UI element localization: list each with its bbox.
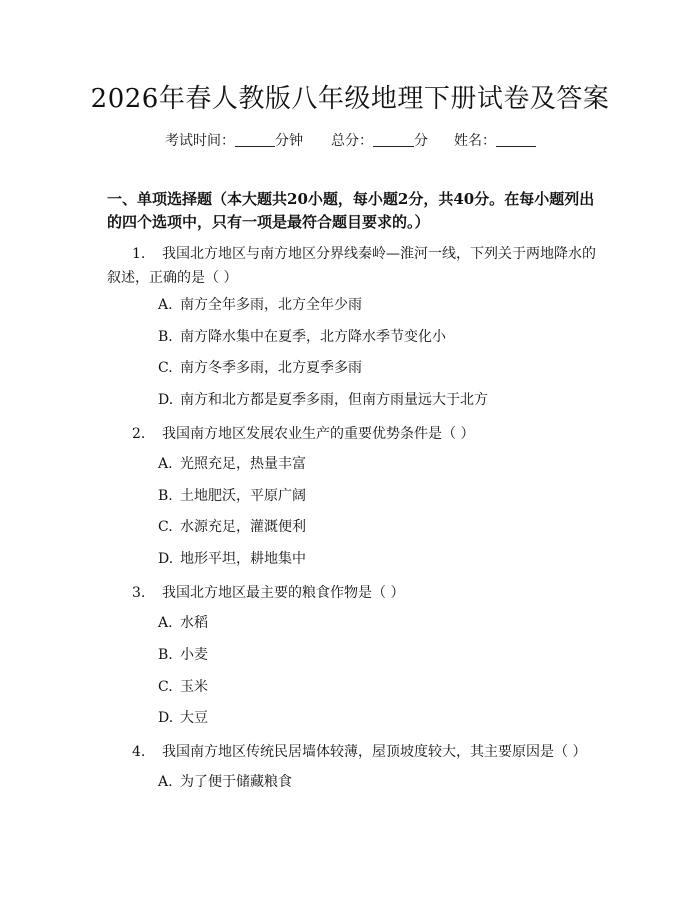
question-3-option-b <box>158 645 608 665</box>
question-1 <box>107 242 607 290</box>
question-2-option-a <box>158 454 608 474</box>
exam-time-label: 考试时间： <box>165 133 235 149</box>
option-label: A. <box>158 774 173 790</box>
option-text: 南方降水集中在夏季，北方降水季节变化小 <box>180 329 446 345</box>
option-label: A. <box>158 615 173 631</box>
option-label: B. <box>158 329 173 345</box>
question-2 <box>107 422 607 446</box>
option-text: 南方全年多雨，北方全年少雨 <box>180 297 362 313</box>
question-number: 2. <box>132 426 146 442</box>
question-stem-text: 我国南方地区传统民居墙体较薄，屋顶坡度较大，其主要原因是（ ） <box>162 744 587 760</box>
option-label: C. <box>158 679 173 695</box>
option-label: D. <box>158 710 174 726</box>
question-2-option-b <box>158 486 608 506</box>
question-stem-text: 我国北方地区与南方地区分界线秦岭—淮河一线，下列关于两地降水的叙述，正确的是（ ） <box>107 246 596 286</box>
question-3 <box>107 581 607 605</box>
option-label: D. <box>158 551 174 567</box>
question-number: 1. <box>132 246 146 262</box>
student-name-label: 姓名： <box>454 133 496 149</box>
question-number: 3. <box>132 585 146 601</box>
student-name-field <box>454 131 536 151</box>
question-1-option-c <box>158 358 608 378</box>
option-text: 光照充足，热量丰富 <box>180 456 306 472</box>
section-heading: 一、单项选择题（本大题共20小题，每小题2分，共40分。在每小题列出的四个选项中，只有一项是最符合题目要求的。） <box>107 190 595 231</box>
total-score-label: 总分： <box>331 133 373 149</box>
document-title: 2026年春人教版八年级地理下册试卷及答案 <box>90 84 610 114</box>
option-label: B. <box>158 488 173 504</box>
option-text: 地形平坦，耕地集中 <box>180 551 306 567</box>
question-3-option-a <box>158 613 608 633</box>
question-4 <box>107 740 607 764</box>
option-label: A. <box>158 456 173 472</box>
exam-info-row <box>0 131 700 151</box>
option-text: 小麦 <box>180 647 208 663</box>
question-1-option-b <box>158 327 608 347</box>
question-4-option-a <box>158 772 608 792</box>
option-text: 水源充足，灌溉便利 <box>180 519 306 535</box>
student-name-blank <box>496 132 536 147</box>
total-score-unit: 分 <box>414 133 428 149</box>
question-1-option-a <box>158 295 608 315</box>
option-text: 为了便于储藏粮食 <box>180 774 292 790</box>
question-stem-text: 我国北方地区最主要的粮食作物是（ ） <box>162 585 405 601</box>
exam-time-unit: 分钟 <box>275 133 303 149</box>
option-label: C. <box>158 519 173 535</box>
question-2-option-c <box>158 517 608 537</box>
option-label: A. <box>158 297 173 313</box>
question-number: 4. <box>132 744 146 760</box>
total-score-field <box>331 131 428 151</box>
option-text: 水稻 <box>180 615 208 631</box>
exam-time-field <box>165 131 303 151</box>
question-1-option-d <box>158 390 608 410</box>
question-3-option-c <box>158 677 608 697</box>
option-text: 大豆 <box>180 710 208 726</box>
option-text: 南方和北方都是夏季多雨，但南方雨量远大于北方 <box>180 392 488 408</box>
total-score-blank <box>373 132 414 147</box>
option-text: 土地肥沃，平原广阔 <box>180 488 306 504</box>
question-stem-text: 我国南方地区发展农业生产的重要优势条件是（ ） <box>162 426 475 442</box>
option-label: B. <box>158 647 173 663</box>
option-label: D. <box>158 392 174 408</box>
exam-time-blank <box>235 132 275 147</box>
option-text: 南方冬季多雨，北方夏季多雨 <box>180 360 362 376</box>
option-label: C. <box>158 360 173 376</box>
question-3-option-d <box>158 708 608 728</box>
option-text: 玉米 <box>180 679 208 695</box>
question-2-option-d <box>158 549 608 569</box>
